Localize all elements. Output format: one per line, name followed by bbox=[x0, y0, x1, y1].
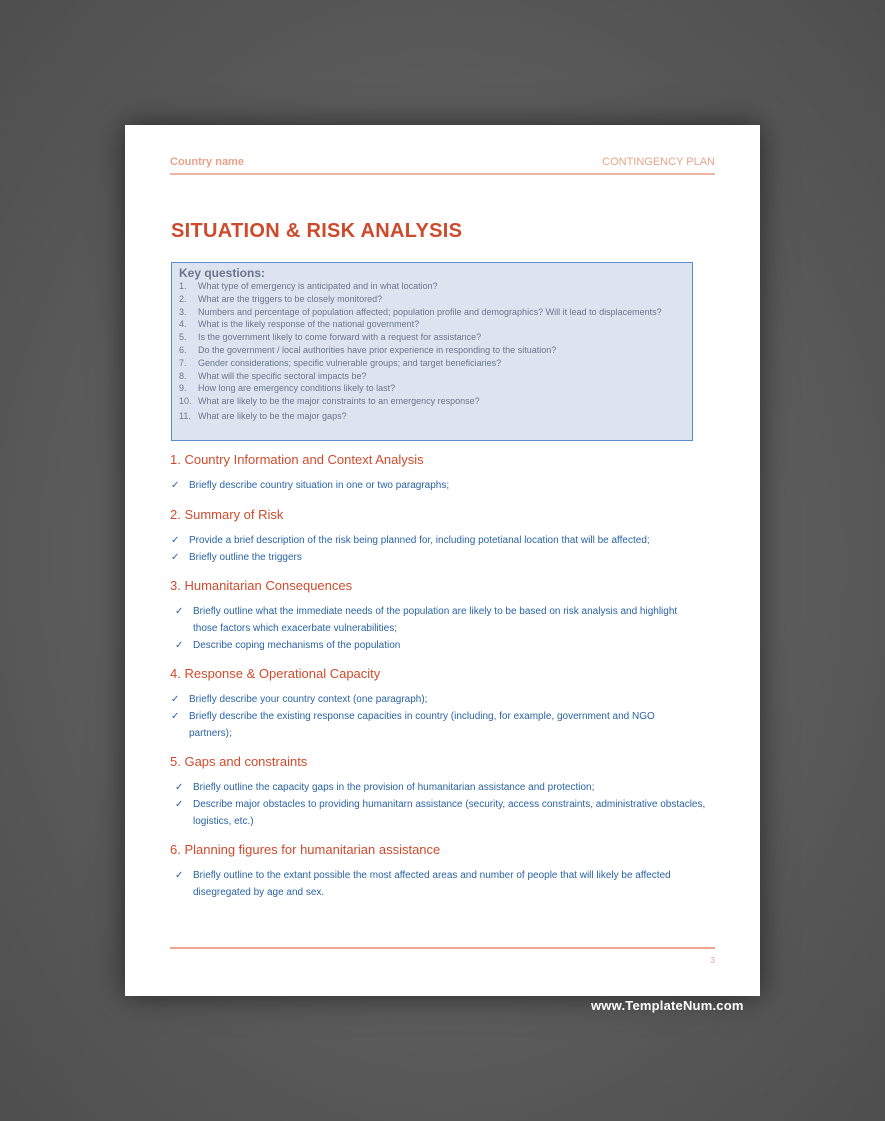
key-question-item: 7. Gender considerations; specific vulnerable groups; and target beneficiaries? bbox=[179, 357, 502, 368]
bullet-item: ✓ Briefly describe country situation in one or two paragraphs; bbox=[170, 478, 720, 495]
section-gaps-constraints bbox=[170, 754, 720, 830]
key-questions-title: Key questions: bbox=[179, 266, 266, 280]
bullet-item: ✓ Briefly outline the capacity gaps in the provision of humanitarian assistance and protection; bbox=[170, 780, 710, 797]
check-icon: ✓ bbox=[175, 606, 184, 617]
key-question-item: 9. How long are emergency conditions likely to last? bbox=[179, 383, 396, 394]
section-summary-of-risk bbox=[170, 507, 720, 567]
bullet-item: ✓ Describe coping mechanisms of the population bbox=[170, 638, 690, 655]
bullet-item: ✓ Provide a brief description of the risk being planned for, including potetianal location that will be affected; bbox=[170, 533, 720, 550]
section-heading: 5. Gaps and constraints bbox=[170, 754, 308, 769]
key-question-item: 4. What is the likely response of the national government? bbox=[179, 319, 420, 330]
bullet-item: ✓ Briefly describe your country context (one paragraph); bbox=[170, 692, 700, 709]
section-heading: 3. Humanitarian Consequences bbox=[170, 578, 353, 593]
key-question-item: 11. What are likely to be the major gaps? bbox=[179, 410, 347, 421]
key-question-item: 5. Is the government likely to come forward with a request for assistance? bbox=[179, 332, 482, 343]
key-questions-list bbox=[179, 280, 678, 423]
section-humanitarian-consequences bbox=[170, 578, 720, 654]
header-divider bbox=[170, 173, 715, 175]
document-page bbox=[125, 125, 760, 996]
watermark-url: www.TemplateNum.com bbox=[591, 998, 744, 1013]
page-title: SITUATION & RISK ANALYSIS bbox=[171, 220, 463, 242]
bullet-item: ✓ Briefly outline to the extant possible the most affected areas and number of people that will likely be affected disegregated by age and sex. bbox=[175, 870, 671, 898]
check-icon: ✓ bbox=[175, 870, 184, 881]
bullet-list bbox=[170, 780, 710, 830]
bullet-item: ✓ Briefly outline the triggers bbox=[170, 550, 720, 567]
bullet-item: ✓ Briefly describe the existing response capacities in country (including, for example, government and NGO partners); bbox=[171, 710, 655, 739]
section-country-information bbox=[170, 452, 720, 495]
header-country-name: Country name bbox=[170, 156, 244, 168]
bullet-list bbox=[170, 692, 700, 742]
check-icon: ✓ bbox=[175, 782, 184, 793]
section-response-capacity bbox=[170, 666, 720, 742]
section-heading: 6. Planning figures for humanitarian assistance bbox=[170, 842, 441, 857]
key-question-item: 10. What are likely to be the major constraints to an emergency response? bbox=[179, 396, 480, 407]
key-question-item: 3. Numbers and percentage of population affected; population profile and demographics? Will it lead to displacements? bbox=[179, 306, 662, 317]
check-icon: ✓ bbox=[171, 710, 180, 722]
check-icon: ✓ bbox=[171, 480, 180, 491]
bullet-list bbox=[170, 533, 720, 567]
bullet-list bbox=[170, 604, 690, 654]
section-heading: 4. Response & Operational Capacity bbox=[170, 666, 381, 681]
key-question-item: 8. What will the specific sectoral impacts be? bbox=[179, 370, 367, 381]
check-icon: ✓ bbox=[175, 798, 184, 810]
section-heading: 2. Summary of Risk bbox=[170, 507, 284, 522]
footer-divider bbox=[170, 947, 715, 949]
page-number: 3 bbox=[710, 956, 715, 965]
bullet-item: ✓ Describe major obstacles to providing humanitarn assistance (security, access constraints, administrative obstacles, logistics, etc.) bbox=[175, 798, 706, 827]
header-plan-label: CONTINGENCY PLAN bbox=[602, 156, 715, 168]
key-question-item: 6. Do the government / local authorities have prior experience in responding to the situation? bbox=[179, 344, 557, 355]
key-question-item: 1. What type of emergency is anticipated and in what location? bbox=[179, 281, 438, 291]
bullet-list bbox=[170, 868, 690, 902]
check-icon: ✓ bbox=[171, 551, 180, 563]
key-question-item: 2. What are the triggers to be closely monitored? bbox=[179, 293, 383, 304]
bullet-item: ✓ Briefly outline what the immediate needs of the population are likely to be based on risk analysis and highlight those factors which exacerbate vulnerabilities; bbox=[175, 606, 678, 634]
check-icon: ✓ bbox=[175, 639, 184, 651]
section-heading: 1. Country Information and Context Analysis bbox=[170, 452, 424, 467]
check-icon: ✓ bbox=[171, 535, 180, 546]
bullet-list bbox=[170, 478, 720, 495]
key-questions-box bbox=[171, 262, 693, 441]
section-planning-figures bbox=[170, 842, 720, 902]
check-icon: ✓ bbox=[171, 694, 180, 705]
